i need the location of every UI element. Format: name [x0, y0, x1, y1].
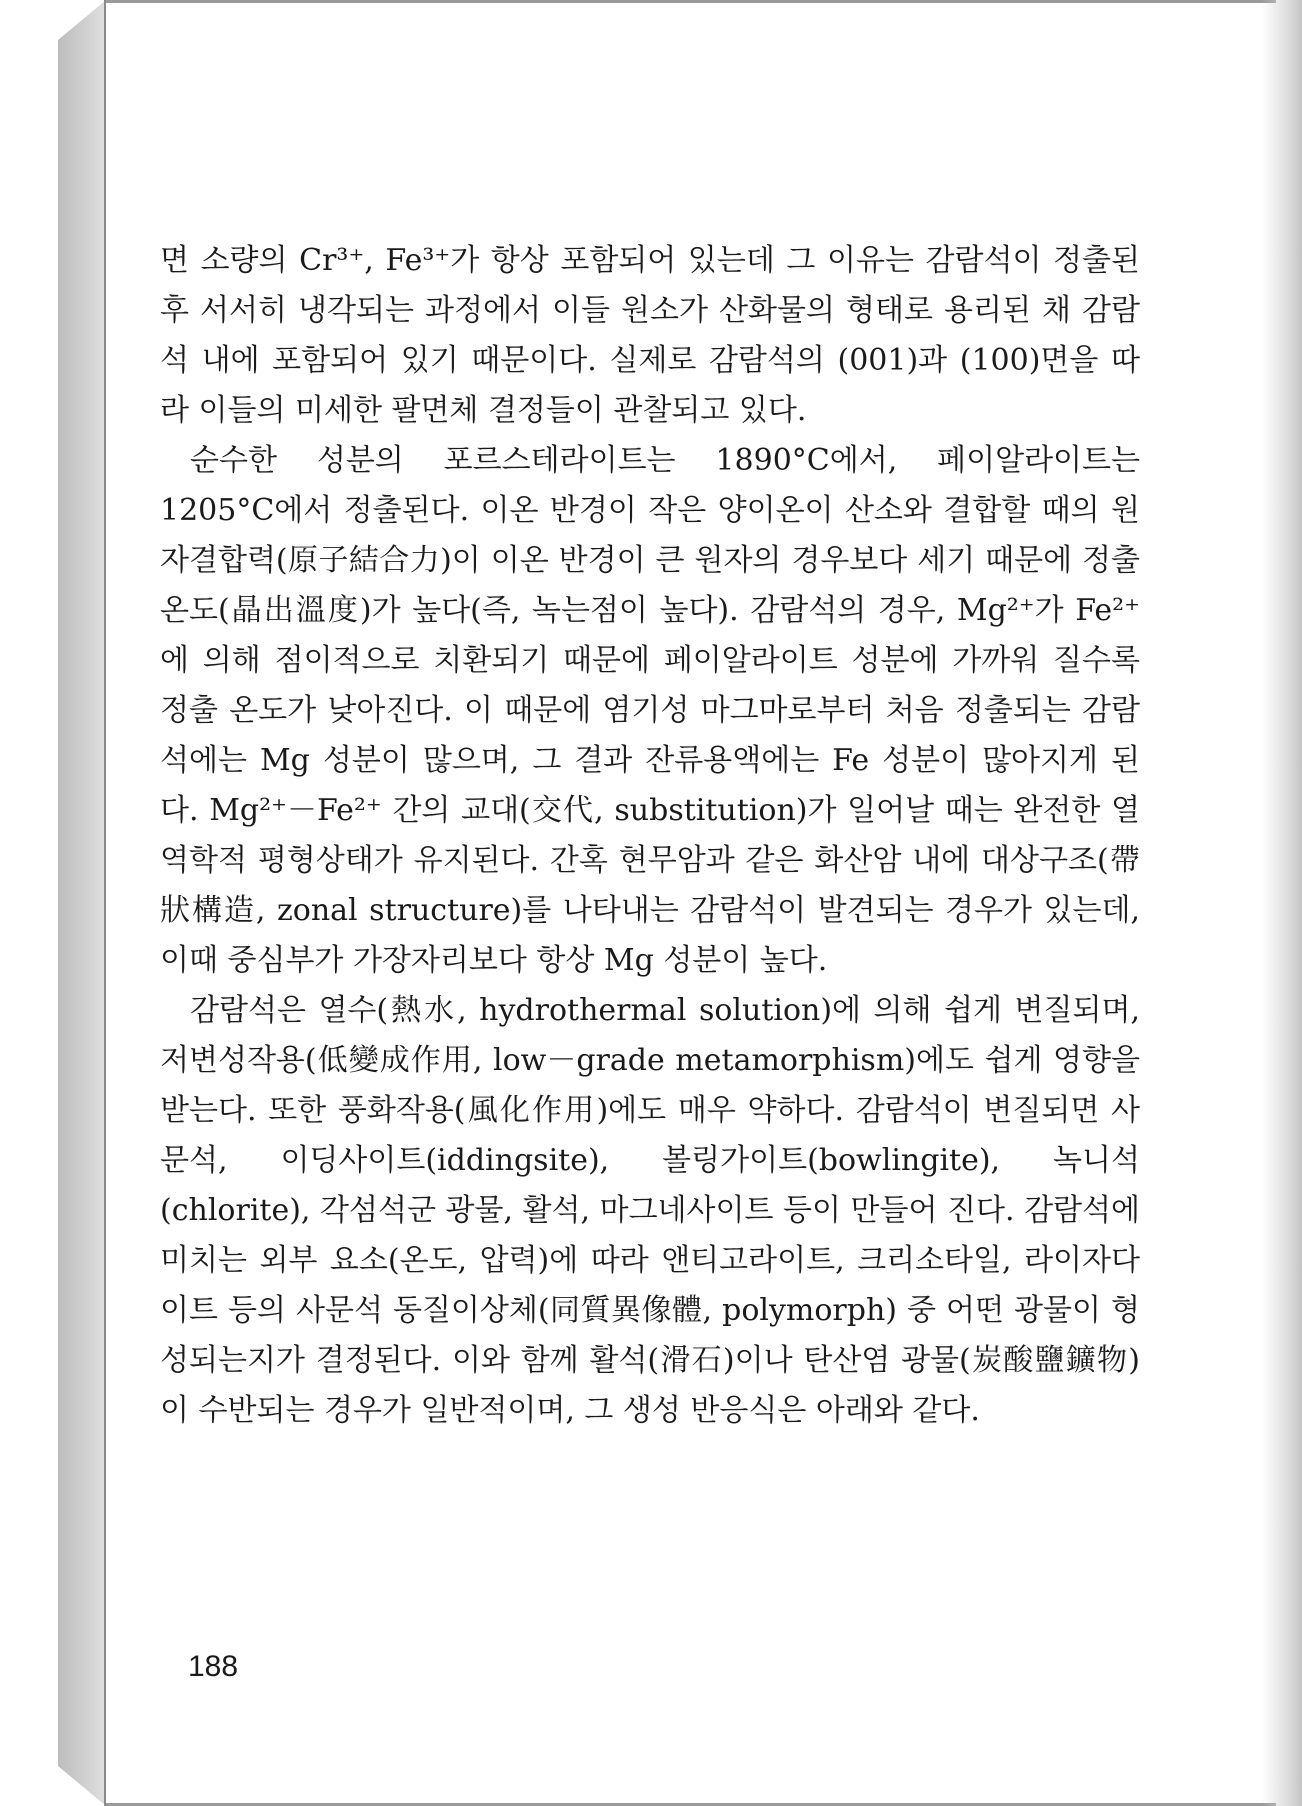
book-spine	[58, 0, 106, 1806]
paragraph-3: 감람석은 열수(熱水, hydrothermal solution)에 의해 쉽게 변질되며, 저변성작용(低變成作用, low－grade metamorphism)에도 쉽게 영향을 받는다. 또한 풍화작용(風化作用)에도 매우 약하다. 감람석이 변질되면 사문석, 이딩사이트(iddingsite), 볼링가이트(bowlingite), 녹니석(chlorite), 각섬석군 광물, 활석, 마그네사이트 등이 만들어 진다. 감람석에 미치는 외부 요소(온도, 압력)에 따라 앤티고라이트, 크리소타일, 라이자다이트 등의 사문석 동질이상체(同質異像體, polymorph) 중 어떤 광물이 형성되는지가 결정된다. 이와 함께 활석(滑石)이나 탄산염 광물(炭酸鹽鑛物)이 수반되는 경우가 일반적이며, 그 생성 반응식은 아래와 같다.	[160, 993, 1140, 1428]
paragraph-1: 면 소량의 Cr³⁺, Fe³⁺가 항상 포함되어 있는데 그 이유는 감람석이 정출된 후 서서히 냉각되는 과정에서 이들 원소가 산화물의 형태로 용리된 채 감람석 내에 포함되어 있기 때문이다. 실제로 감람석의 (001)과 (100)면을 따라 이들의 미세한 팔면체 결정들이 관찰되고 있다.	[160, 243, 1140, 428]
body-text	[160, 236, 1140, 1436]
paragraph-2: 순수한 성분의 포르스테라이트는 1890°C에서, 페이알라이트는 1205°C에서 정출된다. 이온 반경이 작은 양이온이 산소와 결합할 때의 원자결합력(原子結合力)이 이온 반경이 큰 원자의 경우보다 세기 때문에 정출온도(晶出溫度)가 높다(즉, 녹는점이 높다). 감람석의 경우, Mg²⁺가 Fe²⁺에 의해 점이적으로 치환되기 때문에 페이알라이트 성분에 가까워 질수록 정출 온도가 낮아진다. 이 때문에 염기성 마그마로부터 처음 정출되는 감람석에는 Mg 성분이 많으며, 그 결과 잔류용액에는 Fe 성분이 많아지게 된다. Mg²⁺－Fe²⁺ 간의 교대(交代, substitution)가 일어날 때는 완전한 열역학적 평형상태가 유지된다. 간혹 현무암과 같은 화산암 내에 대상구조(帶狀構造, zonal structure)를 나타내는 감람석이 발견되는 경우가 있는데, 이때 중심부가 가장자리보다 항상 Mg 성분이 높다.	[160, 443, 1140, 978]
page-right-shadow	[1262, 0, 1302, 1806]
page-top-edge	[106, 0, 1276, 3]
page-number: 188	[188, 1650, 239, 1683]
